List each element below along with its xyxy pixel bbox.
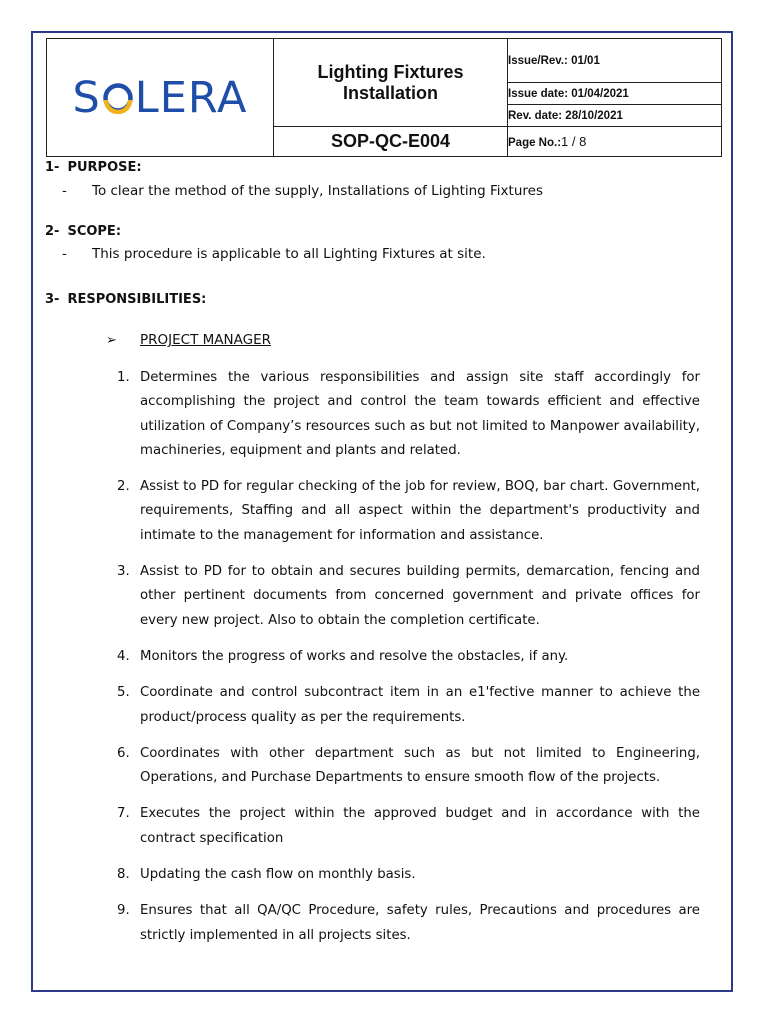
list-item: 6. Coordinates with other department such as but not limited to Engineering, Operations, and Purchase Departments to ensure smooth flow of the projects.	[117, 745, 700, 786]
logo-cell	[47, 39, 274, 157]
sun-o-icon	[102, 82, 134, 114]
list-item: 1. Determines the various responsibilities and assign site staff accordingly for accomplishing the project and control the team towards efficient and effective utilization of Company’s resources such as but not limited to Manpower availability, machineries, equipment and plants and related.	[117, 370, 700, 458]
purpose-bullet: - To clear the method of the supply, Installations of Lighting Fixtures	[62, 183, 543, 199]
list-item: 4. Monitors the progress of works and resolve the obstacles, if any.	[117, 648, 569, 664]
scope-bullet: - This procedure is applicable to all Lighting Fixtures at site.	[62, 246, 486, 262]
rev-date: Rev. date: 28/10/2021	[508, 105, 722, 127]
solera-logo: S LERA	[72, 72, 248, 123]
page-number: Page No.:1 / 8	[508, 127, 722, 157]
role-heading: ➢ PROJECT MANAGER	[106, 332, 271, 348]
list-item: 8. Updating the cash flow on monthly basis.	[117, 867, 416, 883]
list-item: 9. Ensures that all QA/QC Procedure, safety rules, Precautions and procedures are strictly implemented in all projects sites.	[117, 903, 700, 943]
purpose-heading: 1- PURPOSE:	[45, 160, 142, 175]
list-item: 2. Assist to PD for regular checking of the job for review, BOQ, bar chart. Government, requirements, Staffing and all aspect within the department's productivity and intimate to the management for information and assistance.	[117, 479, 700, 543]
responsibilities-heading: 3- RESPONSIBILITIES:	[45, 292, 207, 307]
doc-code: SOP-QC-E004	[274, 127, 508, 157]
document-title: Lighting Fixtures Installation	[274, 39, 508, 127]
list-item: 3. Assist to PD for to obtain and secures building permits, demarcation, fencing and other pertinent documents from concerned government and private offices for every new project. Also to obtain the completion certificate.	[117, 564, 700, 628]
list-item: 5. Coordinate and control subcontract item in an e1'fective manner to achieve the product/process quality as per the requirements.	[117, 685, 700, 725]
list-item: 7. Executes the project within the approved budget and in accordance with the contract specification	[117, 806, 700, 846]
arrow-bullet-icon: ➢	[106, 332, 117, 348]
issue-rev: Issue/Rev.: 01/01	[508, 39, 722, 83]
issue-date: Issue date: 01/04/2021	[508, 83, 722, 105]
scope-heading: 2- SCOPE:	[45, 224, 122, 239]
document-header-table	[46, 38, 722, 157]
responsibility-list	[113, 366, 700, 960]
